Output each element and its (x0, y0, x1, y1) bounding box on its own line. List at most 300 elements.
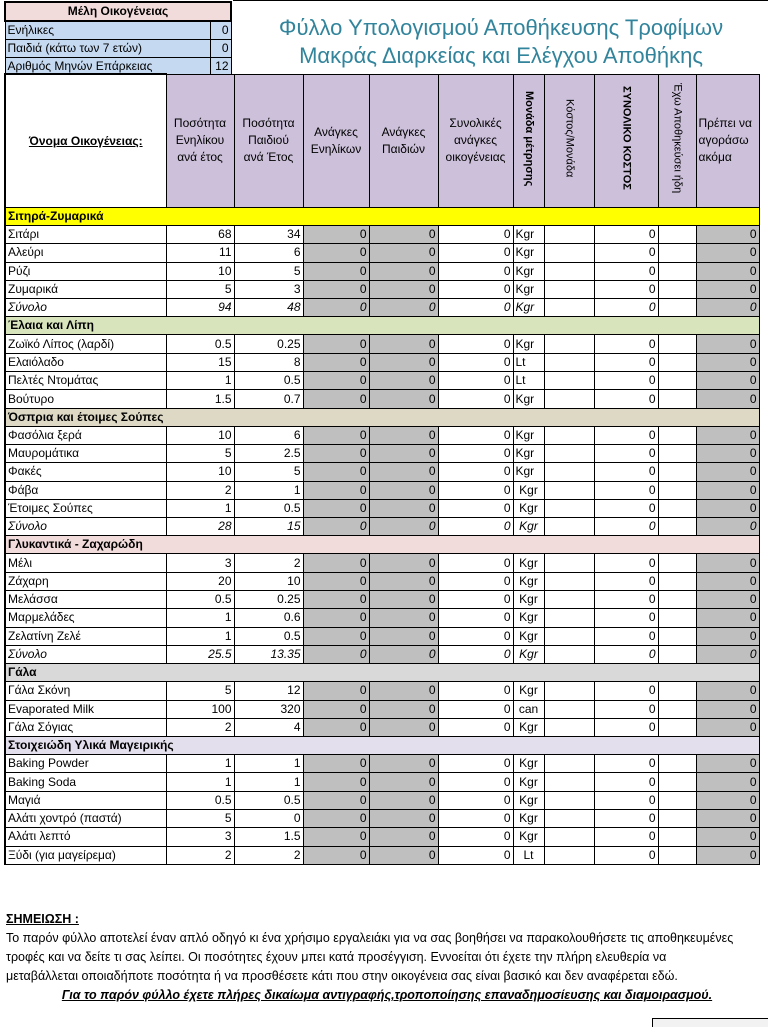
item-name-cell[interactable]: Γάλα Σκόνη (5, 682, 166, 700)
item-row (5, 572, 759, 590)
total-cost-cell: 0 (594, 773, 658, 791)
unit-cost-cell[interactable] (544, 226, 594, 244)
category-row (5, 317, 759, 335)
unit-cell[interactable]: Kgr (513, 718, 544, 736)
have-stored-cell[interactable] (658, 280, 696, 298)
to-buy-cell: 0 (696, 463, 759, 481)
child-needs-cell: 0 (369, 773, 438, 791)
to-buy-cell: 0 (696, 791, 759, 809)
unit-cell[interactable]: Kgr (513, 244, 544, 262)
to-buy-cell: 0 (696, 755, 759, 773)
item-name-cell[interactable]: Μαρμελάδες (5, 609, 166, 627)
to-buy-cell: 0 (696, 390, 759, 408)
total-needs-cell: 0 (438, 810, 513, 828)
adult-qty-cell[interactable]: 0.5 (166, 791, 234, 809)
family-members-table (4, 1, 232, 77)
adult-qty-cell[interactable]: 1 (166, 755, 234, 773)
total-cost-cell: 0 (594, 810, 658, 828)
adult-qty-cell[interactable]: 5 (166, 280, 234, 298)
unit-cost-cell[interactable] (544, 682, 594, 700)
adult-needs-cell: 0 (303, 299, 369, 317)
total-cost-cell: 0 (594, 444, 658, 462)
have-stored-cell[interactable] (658, 846, 696, 864)
item-name-cell[interactable]: Σύνολο (5, 299, 166, 317)
unit-cell[interactable]: Kgr (513, 682, 544, 700)
total-needs-cell: 0 (438, 591, 513, 609)
have-stored-cell[interactable] (658, 609, 696, 627)
total-needs-cell: 0 (438, 353, 513, 371)
unit-cost-cell[interactable] (544, 481, 594, 499)
unit-cell[interactable]: Kgr (513, 645, 544, 663)
unit-cell[interactable]: Kgr (513, 280, 544, 298)
unit-cell[interactable]: Kgr (513, 609, 544, 627)
item-row (5, 609, 759, 627)
child-qty-cell[interactable]: 0.5 (234, 791, 303, 809)
adult-needs-cell: 0 (303, 773, 369, 791)
child-qty-cell[interactable]: 0.5 (234, 499, 303, 517)
family-name-header[interactable]: Όνομα Οικογένειας: (5, 74, 166, 208)
unit-cell[interactable]: Kgr (513, 755, 544, 773)
item-name-cell[interactable]: Μαγιά (5, 791, 166, 809)
total-cost-cell: 0 (594, 718, 658, 736)
item-row (5, 682, 759, 700)
total-cost-cell: 0 (594, 627, 658, 645)
adult-qty-cell[interactable]: 2 (166, 846, 234, 864)
unit-cell[interactable]: Kgr (513, 481, 544, 499)
child-qty-cell[interactable]: 0.25 (234, 335, 303, 353)
to-buy-cell: 0 (696, 627, 759, 645)
item-name-cell[interactable]: Μέλι (5, 554, 166, 572)
have-stored-cell[interactable] (658, 773, 696, 791)
item-row (5, 700, 759, 718)
child-needs-cell: 0 (369, 627, 438, 645)
have-stored-cell[interactable] (658, 499, 696, 517)
to-buy-cell: 0 (696, 645, 759, 663)
have-stored-cell[interactable] (658, 591, 696, 609)
child-needs-header: Ανάγκες Παιδιών (369, 74, 438, 208)
child-qty-cell[interactable]: 8 (234, 353, 303, 371)
unit-cost-cell[interactable] (544, 791, 594, 809)
child-qty-cell[interactable]: 0.5 (234, 627, 303, 645)
adult-qty-cell[interactable]: 68 (166, 226, 234, 244)
unit-cell[interactable]: Kgr (513, 444, 544, 462)
total-cost-cell: 0 (594, 372, 658, 390)
have-stored-cell[interactable] (658, 791, 696, 809)
unit-cost-cell[interactable] (544, 627, 594, 645)
adult-qty-cell[interactable]: 3 (166, 554, 234, 572)
unit-cost-cell[interactable] (544, 554, 594, 572)
item-name-cell[interactable]: Σύνολο (5, 518, 166, 536)
unit-cell[interactable]: Kgr (513, 499, 544, 517)
child-needs-cell: 0 (369, 609, 438, 627)
total-needs-cell: 0 (438, 518, 513, 536)
unit-cost-cell[interactable] (544, 572, 594, 590)
item-name-cell[interactable]: Evaporated Milk (5, 700, 166, 718)
unit-cost-cell[interactable] (544, 353, 594, 371)
to-buy-cell: 0 (696, 828, 759, 846)
adult-qty-cell[interactable]: 1 (166, 627, 234, 645)
to-buy-cell: 0 (696, 335, 759, 353)
total-cost-cell: 0 (594, 335, 658, 353)
unit-cost-cell[interactable] (544, 299, 594, 317)
have-stored-cell[interactable] (658, 627, 696, 645)
adult-qty-cell[interactable]: 0.5 (166, 591, 234, 609)
item-name-cell[interactable]: Μελάσσα (5, 591, 166, 609)
adults-value[interactable]: 0 (210, 21, 231, 40)
total-cost-header-cell (594, 74, 658, 208)
have-stored-cell[interactable] (658, 299, 696, 317)
adult-qty-cell[interactable]: 20 (166, 572, 234, 590)
unit-cell[interactable]: Kgr (513, 591, 544, 609)
child-needs-cell: 0 (369, 591, 438, 609)
adult-qty-cell[interactable]: 5 (166, 682, 234, 700)
child-qty-cell[interactable]: 4 (234, 718, 303, 736)
child-qty-cell[interactable]: 0.6 (234, 609, 303, 627)
child-qty-cell[interactable]: 6 (234, 244, 303, 262)
total-cost-cell: 0 (594, 262, 658, 280)
total-needs-cell: 0 (438, 481, 513, 499)
total-cost-cell: 0 (594, 645, 658, 663)
unit-cell[interactable]: Lt (513, 846, 544, 864)
total-needs-cell: 0 (438, 828, 513, 846)
total-row (5, 645, 759, 663)
category-row (5, 664, 759, 682)
unit-cell[interactable]: Kgr (513, 627, 544, 645)
unit-cost-cell[interactable] (544, 426, 594, 444)
item-name-cell[interactable]: Φασόλια ξερά (5, 426, 166, 444)
unit-cell[interactable]: can (513, 700, 544, 718)
child-qty-cell[interactable]: 10 (234, 572, 303, 590)
have-stored-cell[interactable] (658, 262, 696, 280)
child-needs-cell: 0 (369, 280, 438, 298)
item-name-cell[interactable]: Φακές (5, 463, 166, 481)
have-stored-cell[interactable] (658, 718, 696, 736)
unit-cell[interactable]: Kgr (513, 518, 544, 536)
child-qty-cell[interactable]: 5 (234, 262, 303, 280)
adult-needs-cell: 0 (303, 828, 369, 846)
child-qty-cell[interactable]: 15 (234, 518, 303, 536)
child-qty-cell[interactable]: 1 (234, 481, 303, 499)
unit-cost-cell[interactable] (544, 755, 594, 773)
item-name-cell[interactable]: Ζωϊκό Λίπος (λαρδί) (5, 335, 166, 353)
note-line-3: μεταβάλλεται οποιαδήποτε ποσότητα ή να προσθέσετε κάτι που στην οικογένεια σας είναι βασικό και δεν αναφέρεται εδώ. (6, 969, 678, 983)
adult-qty-cell[interactable]: 5 (166, 810, 234, 828)
to-buy-cell: 0 (696, 226, 759, 244)
adult-needs-cell: 0 (303, 572, 369, 590)
to-buy-cell: 0 (696, 444, 759, 462)
child-needs-cell: 0 (369, 645, 438, 663)
unit-header-cell (513, 74, 544, 208)
adult-qty-cell[interactable]: 1 (166, 609, 234, 627)
have-stored-cell[interactable] (658, 682, 696, 700)
total-cost-cell: 0 (594, 700, 658, 718)
item-name-cell[interactable]: Ζάχαρη (5, 572, 166, 590)
corner-box (652, 1018, 768, 1027)
adult-qty-cell[interactable]: 3 (166, 828, 234, 846)
item-name-cell[interactable]: Αλάτι χοντρό (παστά) (5, 810, 166, 828)
unit-cost-cell[interactable] (544, 390, 594, 408)
total-cost-cell: 0 (594, 481, 658, 499)
adult-needs-cell: 0 (303, 226, 369, 244)
unit-cost-cell[interactable] (544, 773, 594, 791)
to-buy-cell: 0 (696, 262, 759, 280)
item-name-cell[interactable]: Ρύζι (5, 262, 166, 280)
unit-cost-header-cell (544, 74, 594, 208)
child-qty-cell[interactable]: 6 (234, 426, 303, 444)
child-qty-cell[interactable]: 13.35 (234, 645, 303, 663)
unit-cell[interactable]: Kgr (513, 554, 544, 572)
unit-cell[interactable]: Kgr (513, 299, 544, 317)
child-needs-cell: 0 (369, 335, 438, 353)
adult-needs-cell: 0 (303, 755, 369, 773)
child-qty-cell[interactable]: 1 (234, 773, 303, 791)
have-stored-cell[interactable] (658, 353, 696, 371)
total-cost-cell: 0 (594, 426, 658, 444)
unit-cell[interactable]: Kgr (513, 390, 544, 408)
category-name: Όσπρια και έτοιμες Σούπες (5, 408, 759, 426)
child-qty-cell[interactable]: 2.5 (234, 444, 303, 462)
total-needs-cell: 0 (438, 372, 513, 390)
unit-cell[interactable]: Kgr (513, 226, 544, 244)
unit-cost-cell[interactable] (544, 810, 594, 828)
child-needs-cell: 0 (369, 682, 438, 700)
have-stored-cell[interactable] (658, 518, 696, 536)
children-label: Παιδιά (κάτω των 7 ετών) (5, 40, 210, 58)
item-row (5, 353, 759, 371)
total-needs-cell: 0 (438, 554, 513, 572)
item-name-cell[interactable]: Γάλα Σόγιας (5, 718, 166, 736)
adult-qty-cell[interactable]: 100 (166, 700, 234, 718)
total-cost-cell: 0 (594, 390, 658, 408)
unit-cost-cell[interactable] (544, 280, 594, 298)
have-stored-cell[interactable] (658, 554, 696, 572)
child-needs-cell: 0 (369, 718, 438, 736)
item-name-cell[interactable]: Ζυμαρικά (5, 280, 166, 298)
adult-qty-cell[interactable]: 10 (166, 262, 234, 280)
item-name-cell[interactable]: Σύνολο (5, 645, 166, 663)
unit-cost-cell[interactable] (544, 444, 594, 462)
have-stored-cell[interactable] (658, 426, 696, 444)
item-name-cell[interactable]: Μαυρομάτικα (5, 444, 166, 462)
adult-qty-cell[interactable]: 5 (166, 444, 234, 462)
adult-needs-cell: 0 (303, 280, 369, 298)
to-buy-cell: 0 (696, 280, 759, 298)
item-row (5, 627, 759, 645)
item-row (5, 463, 759, 481)
unit-cell[interactable]: Kgr (513, 572, 544, 590)
child-qty-cell[interactable]: 0.25 (234, 591, 303, 609)
have-stored-cell[interactable] (658, 645, 696, 663)
adult-needs-cell: 0 (303, 700, 369, 718)
child-qty-cell[interactable]: 3 (234, 280, 303, 298)
have-stored-cell[interactable] (658, 463, 696, 481)
item-name-cell[interactable]: Σιτάρι (5, 226, 166, 244)
unit-cell[interactable]: Kgr (513, 773, 544, 791)
unit-cost-cell[interactable] (544, 463, 594, 481)
adult-qty-cell[interactable]: 1 (166, 773, 234, 791)
to-buy-cell: 0 (696, 700, 759, 718)
item-name-cell[interactable]: Ζελατίνη Ζελέ (5, 627, 166, 645)
unit-cost-cell[interactable] (544, 609, 594, 627)
unit-cell[interactable]: Kgr (513, 828, 544, 846)
adult-qty-cell[interactable]: 2 (166, 718, 234, 736)
item-name-cell[interactable]: Baking Soda (5, 773, 166, 791)
adult-needs-cell: 0 (303, 627, 369, 645)
unit-cost-cell[interactable] (544, 372, 594, 390)
unit-cost-cell[interactable] (544, 846, 594, 864)
item-name-cell[interactable]: Ξύδι (για μαγείρεμα) (5, 846, 166, 864)
children-value[interactable]: 0 (210, 40, 231, 58)
unit-cell[interactable]: Kgr (513, 262, 544, 280)
item-name-cell[interactable]: Πελτές Ντομάτας (5, 372, 166, 390)
child-qty-cell[interactable]: 2 (234, 554, 303, 572)
have-stored-cell[interactable] (658, 444, 696, 462)
unit-cost-cell[interactable] (544, 262, 594, 280)
child-needs-cell: 0 (369, 572, 438, 590)
child-qty-cell[interactable]: 0 (234, 810, 303, 828)
child-qty-cell[interactable]: 0.5 (234, 372, 303, 390)
unit-cost-cell[interactable] (544, 335, 594, 353)
adult-needs-cell: 0 (303, 591, 369, 609)
total-needs-cell: 0 (438, 226, 513, 244)
to-buy-cell: 0 (696, 244, 759, 262)
have-stored-cell[interactable] (658, 390, 696, 408)
item-row (5, 718, 759, 736)
unit-cost-cell[interactable] (544, 244, 594, 262)
child-qty-cell[interactable]: 1.5 (234, 828, 303, 846)
category-name: Έλαια και Λίπη (5, 317, 759, 335)
category-name: Γλυκαντικά - Ζαχαρώδη (5, 536, 759, 554)
total-row (5, 518, 759, 536)
child-qty-cell[interactable]: 5 (234, 463, 303, 481)
item-name-cell[interactable]: Φάβα (5, 481, 166, 499)
adult-qty-cell[interactable]: 10 (166, 426, 234, 444)
item-row (5, 773, 759, 791)
category-row (5, 737, 759, 755)
to-buy-cell: 0 (696, 572, 759, 590)
child-qty-cell[interactable]: 2 (234, 846, 303, 864)
unit-cell[interactable]: Kgr (513, 791, 544, 809)
adult-qty-cell[interactable]: 0.5 (166, 335, 234, 353)
adult-needs-cell: 0 (303, 426, 369, 444)
adult-needs-cell: 0 (303, 682, 369, 700)
child-qty-cell[interactable]: 12 (234, 682, 303, 700)
unit-cost-cell[interactable] (544, 518, 594, 536)
to-buy-cell: 0 (696, 499, 759, 517)
item-name-cell[interactable]: Ελαιόλαδο (5, 353, 166, 371)
unit-cost-cell[interactable] (544, 700, 594, 718)
unit-cell[interactable]: Lt (513, 353, 544, 371)
have-stored-cell[interactable] (658, 481, 696, 499)
note-heading: ΣΗΜΕΙΩΣΗ : (6, 912, 79, 926)
total-needs-cell: 0 (438, 755, 513, 773)
adult-needs-cell: 0 (303, 810, 369, 828)
have-stored-cell[interactable] (658, 372, 696, 390)
item-name-cell[interactable]: Έτοιμες Σούπες (5, 499, 166, 517)
unit-cell[interactable]: Kgr (513, 335, 544, 353)
have-stored-cell[interactable] (658, 755, 696, 773)
child-qty-cell[interactable]: 34 (234, 226, 303, 244)
total-cost-cell: 0 (594, 244, 658, 262)
child-needs-cell: 0 (369, 463, 438, 481)
child-qty-cell[interactable]: 1 (234, 755, 303, 773)
unit-cost-cell[interactable] (544, 591, 594, 609)
child-qty-cell[interactable]: 0.7 (234, 390, 303, 408)
adult-qty-cell[interactable]: 28 (166, 518, 234, 536)
total-needs-cell: 0 (438, 718, 513, 736)
unit-cost-cell[interactable] (544, 645, 594, 663)
child-needs-cell: 0 (369, 791, 438, 809)
unit-cell[interactable]: Kgr (513, 463, 544, 481)
child-qty-cell[interactable]: 320 (234, 700, 303, 718)
child-needs-cell: 0 (369, 481, 438, 499)
adult-needs-cell: 0 (303, 444, 369, 462)
adult-qty-cell[interactable]: 1.5 (166, 390, 234, 408)
adult-qty-cell[interactable]: 15 (166, 353, 234, 371)
unit-cost-cell[interactable] (544, 718, 594, 736)
total-needs-cell: 0 (438, 499, 513, 517)
adult-needs-header: Ανάγκες Ενηλίκων (303, 74, 369, 208)
item-name-cell[interactable]: Αλεύρι (5, 244, 166, 262)
have-stored-cell[interactable] (658, 335, 696, 353)
total-cost-cell: 0 (594, 609, 658, 627)
item-row (5, 444, 759, 462)
item-name-cell[interactable]: Αλάτι λεπτό (5, 828, 166, 846)
total-cost-cell: 0 (594, 499, 658, 517)
adult-qty-cell[interactable]: 25.5 (166, 645, 234, 663)
item-row (5, 372, 759, 390)
adult-needs-cell: 0 (303, 372, 369, 390)
to-buy-cell: 0 (696, 846, 759, 864)
child-qty-header: Ποσότητα Παιδιού ανά Έτος (234, 74, 303, 208)
item-name-cell[interactable]: Βούτυρο (5, 390, 166, 408)
adult-qty-cell[interactable]: 11 (166, 244, 234, 262)
have-stored-cell[interactable] (658, 700, 696, 718)
child-qty-cell[interactable]: 48 (234, 299, 303, 317)
note-line-2: τροφές και να δείτε τι σας λείπει. Οι ποσότητες έχουν μπει κατά προσέγγιση. Εννοείται ότι έχετε την πλήρη ελευθερία να (6, 950, 667, 964)
total-cost-cell: 0 (594, 828, 658, 846)
to-buy-cell: 0 (696, 682, 759, 700)
adult-qty-cell[interactable]: 2 (166, 481, 234, 499)
have-stored-cell[interactable] (658, 226, 696, 244)
have-stored-cell[interactable] (658, 810, 696, 828)
adult-qty-cell[interactable]: 94 (166, 299, 234, 317)
months-value[interactable]: 12 (210, 58, 231, 77)
unit-cell[interactable]: Kgr (513, 426, 544, 444)
adult-qty-cell[interactable]: 1 (166, 372, 234, 390)
adult-qty-cell[interactable]: 10 (166, 463, 234, 481)
to-buy-cell: 0 (696, 773, 759, 791)
have-stored-cell[interactable] (658, 828, 696, 846)
have-stored-cell[interactable] (658, 244, 696, 262)
unit-cell[interactable]: Kgr (513, 810, 544, 828)
adult-qty-cell[interactable]: 1 (166, 499, 234, 517)
title-line-1: Φύλλο Υπολογισμού Αποθήκευσης Τροφίμων (278, 15, 724, 40)
unit-cell[interactable]: Lt (513, 372, 544, 390)
total-needs-cell: 0 (438, 444, 513, 462)
total-needs-cell: 0 (438, 572, 513, 590)
total-cost-cell: 0 (594, 682, 658, 700)
unit-cost-header: Κόστος/Μονάδα (563, 99, 576, 178)
unit-cost-cell[interactable] (544, 828, 594, 846)
item-row (5, 390, 759, 408)
have-stored-cell[interactable] (658, 572, 696, 590)
adult-needs-cell: 0 (303, 262, 369, 280)
item-name-cell[interactable]: Baking Powder (5, 755, 166, 773)
adult-needs-cell: 0 (303, 463, 369, 481)
total-cost-cell: 0 (594, 353, 658, 371)
unit-cost-cell[interactable] (544, 499, 594, 517)
